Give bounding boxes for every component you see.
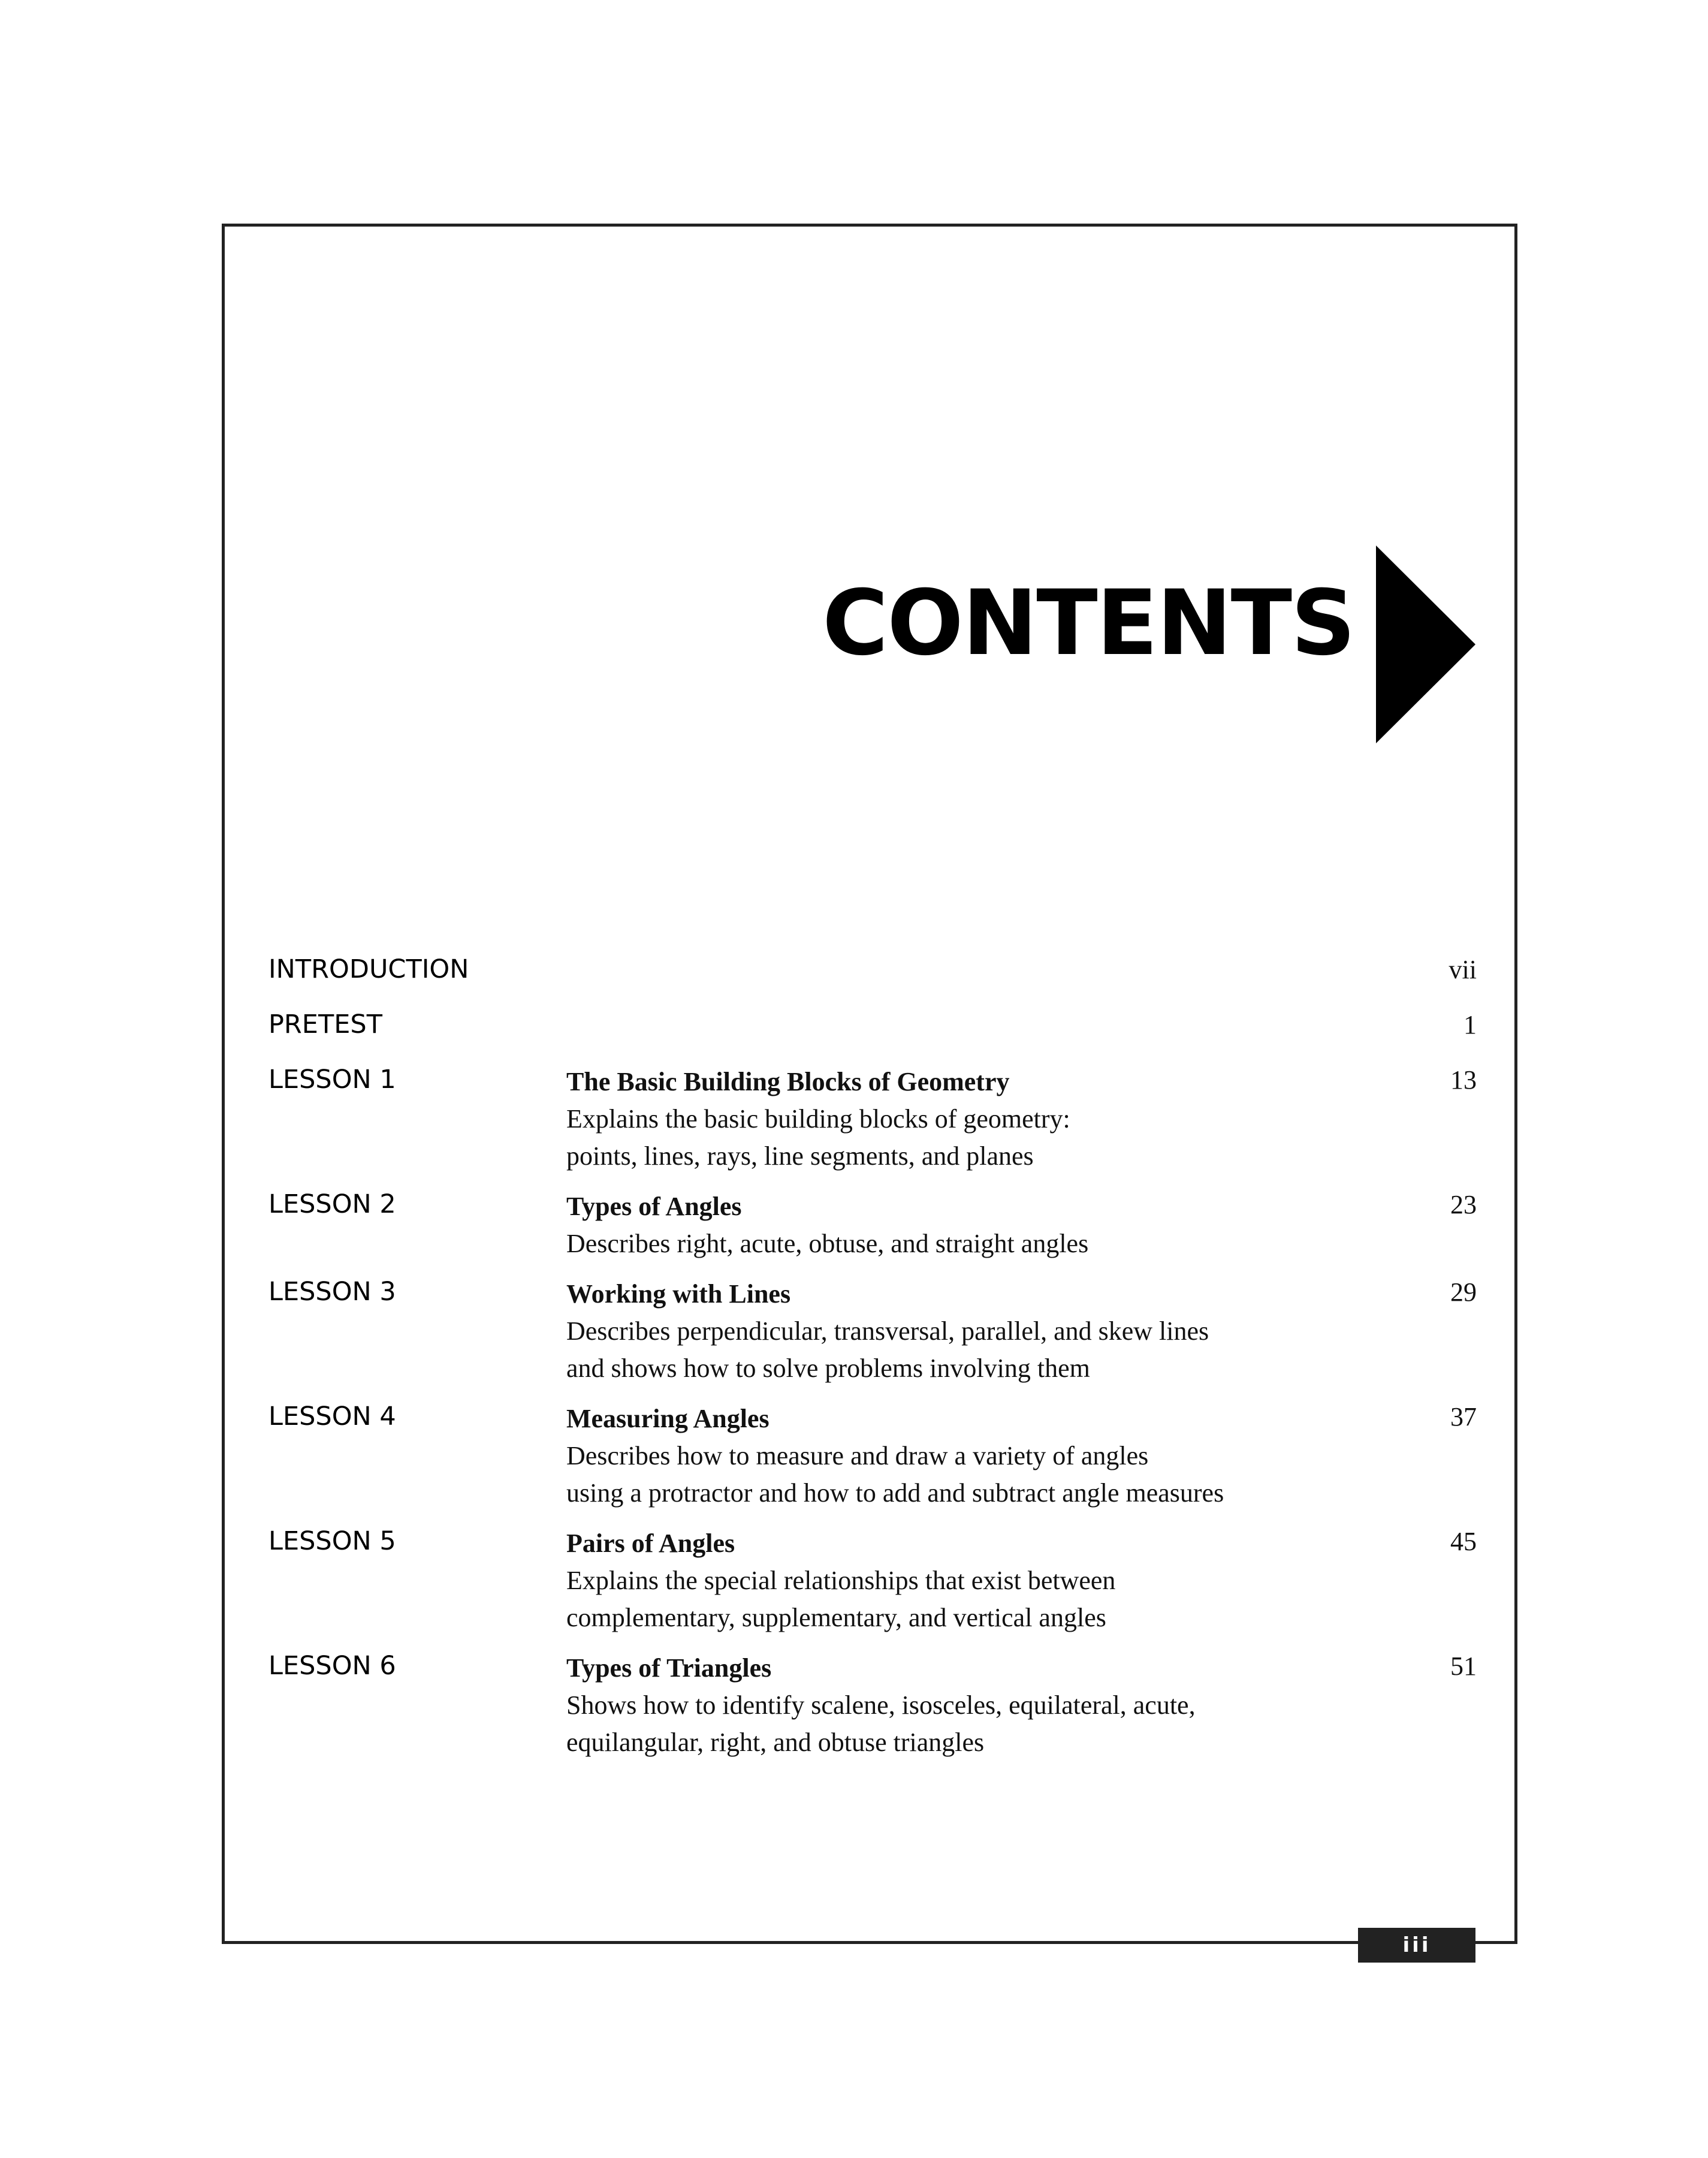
toc-entry-description-line: Shows how to identify scalene, isosceles, equilateral, acute, [566,1690,1196,1720]
table-of-contents [268,953,1477,1774]
toc-entry-body [566,953,1477,995]
toc-entry-label: INTRODUCTION [268,954,469,984]
toc-entry-body [566,1063,1477,1175]
toc-entry-description-line: Describes right, acute, obtuse, and straight angles [566,1229,1089,1258]
toc-entry [268,1063,1477,1175]
toc-entry-title: Measuring Angles [566,1404,769,1433]
toc-entry-title: Working with Lines [566,1279,791,1309]
toc-entry-description-line: equilangular, right, and obtuse triangles [566,1728,985,1757]
toc-entry-description-line: points, lines, rays, line segments, and planes [566,1141,1034,1171]
toc-entry-label: LESSON 6 [268,1651,396,1681]
toc-entry-description-line: Explains the special relationships that exist between [566,1566,1116,1595]
toc-entry-label: LESSON 1 [268,1065,396,1095]
toc-entry [268,1650,1477,1761]
toc-entry-page-number: 51 [1450,1651,1477,1681]
toc-entry-label: LESSON 2 [268,1189,396,1219]
toc-entry-description-line: Explains the basic building blocks of geometry: [566,1104,1070,1134]
toc-entry-body [566,1188,1477,1262]
toc-entry [268,1188,1477,1262]
toc-entry-title: The Basic Building Blocks of Geometry [566,1067,1010,1096]
toc-entry-body [566,1008,1477,1050]
toc-entry-title: Types of Triangles [566,1653,772,1683]
toc-entry [268,953,1477,995]
toc-entry [268,1400,1477,1512]
toc-entry-description-line: using a protractor and how to add and subtract angle measures [566,1478,1224,1508]
toc-entry-page-number: 1 [1463,1010,1477,1039]
toc-entry-page-number: 13 [1450,1065,1477,1095]
toc-entry [268,1276,1477,1387]
toc-entry-description-line: Describes perpendicular, transversal, parallel, and skew lines [566,1316,1209,1346]
toc-entry-description-line: and shows how to solve problems involving them [566,1354,1090,1383]
toc-entry-page-number: vii [1449,955,1477,984]
arrow-right-icon [1376,545,1475,743]
toc-entry-page-number: 29 [1450,1277,1477,1307]
toc-entry-label: LESSON 3 [268,1277,396,1307]
toc-entry-description-line: Describes how to measure and draw a variety of angles [566,1441,1149,1470]
page-number: iii [1358,1928,1475,1963]
toc-entry-body [566,1650,1477,1761]
toc-entry-page-number: 23 [1450,1190,1477,1219]
toc-entry [268,1525,1477,1636]
toc-entry [268,1008,1477,1050]
toc-entry-body [566,1276,1477,1387]
toc-entry-title: Pairs of Angles [566,1529,735,1558]
toc-entry-label: PRETEST [268,1009,382,1039]
toc-entry-page-number: 37 [1450,1402,1477,1431]
page-title: CONTENTS [822,571,1354,676]
toc-entry-title: Types of Angles [566,1192,742,1221]
toc-entry-description-line: complementary, supplementary, and vertical angles [566,1603,1106,1632]
toc-entry-body [566,1525,1477,1636]
toc-entry-label: LESSON 5 [268,1526,396,1556]
toc-entry-label: LESSON 4 [268,1402,396,1431]
toc-entry-page-number: 45 [1450,1527,1477,1556]
toc-entry-body [566,1400,1477,1512]
